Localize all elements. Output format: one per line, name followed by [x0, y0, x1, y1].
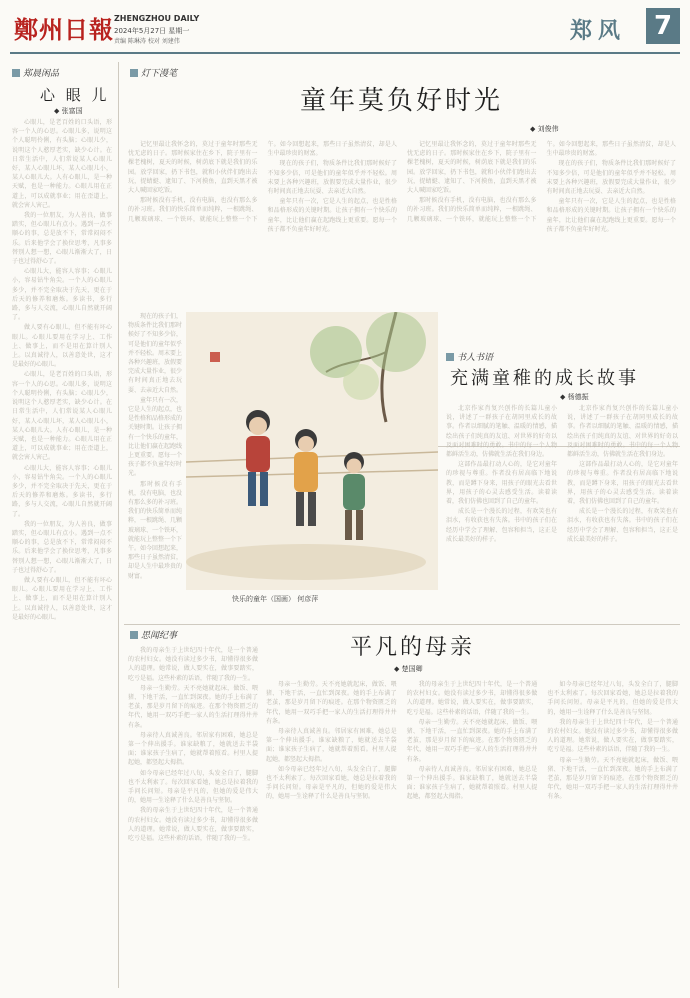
column-divider — [118, 62, 119, 988]
masthead — [10, 8, 680, 48]
paragraph: 母亲一生勤劳。天不亮她就起床，做饭、喂猪、下地干活，一直忙到深夜。她的手上布满了老茧，那是岁月留下的痕迹。在那个物资匮乏的年代，她用一双巧手把一家人的生活打理得井井有条。 — [406, 718, 538, 763]
paragraph: 母亲一生勤劳。天不亮她就起床，做饭、喂猪、下地干活，一直忙到深夜。她的手上布满了老茧，那是岁月留下的痕迹。在那个物资匮乏的年代，她用一双巧手把一家人的生活打理得井井有条。 — [128, 684, 258, 729]
mother-article-tag: 思闻纪事 — [130, 628, 177, 641]
left-column-title: 心 眼 儿 — [40, 86, 110, 104]
paragraph: 童年只有一次，它是人生的起点，也是性格和品格形成的关键时期。让孩子拥有一个快乐的童年，比让他们赢在起跑线上更重要。愿每一个孩子都不负童年好时光。 — [546, 198, 676, 233]
main-article-body — [128, 140, 676, 308]
paragraph: 那时候没有手机，没有电脑，也没有那么多的补习班。我们的快乐简单而纯粹，一根跳绳、几颗玻璃球、一个铁环，就能玩上整整一个下午。如今回想起来，那些日子虽然清贫，却是人生中最珍贵的财富。 — [128, 480, 182, 580]
paragraph: 我的母亲生于上世纪四十年代，是一个普通的农村妇女。她没有读过多少书，却懂得很多做人的道理。她常说，做人要实在，做事要踏实，吃亏是福。这些朴素的话语，伴随了我的一生。 — [547, 718, 678, 754]
illustration-caption: 快乐的童年（国画） 何彦萍 — [232, 595, 319, 603]
newspaper-logo: 鄭州日報 — [14, 15, 114, 44]
page-number: 7 — [646, 8, 680, 44]
paragraph: 现在的孩子们，物质条件比我们那时候好了不知多少倍，可是他们的童年似乎并不轻松。周末要上各种兴趣班，放假要完成大量作业，很少有时间真正地去玩耍、去亲近大自然。 — [128, 313, 182, 394]
masthead-rule — [10, 52, 680, 54]
paragraph: 那时候没有手机，没有电脑，也没有那么多的补习班。我们的快乐简单而纯粹，一根跳绳、几颗玻璃球、一个铁环，就能玩上整整一个下午。如今回想起来，那些日子虽然清贫，却是人生中最珍贵的财富。 — [128, 141, 397, 223]
paragraph: 母亲待人真诚善良。邻居家有困难，她总是第一个伸出援手。谁家缺粮了，她就送去半袋面；谁家孩子生病了，她就帮着照看。村里人提起她，都竖起大拇指。 — [266, 728, 397, 763]
section-title: 郑风 — [570, 19, 627, 44]
editors-line: 责编 陈琳涛 校对 刘建伟 — [114, 38, 180, 45]
paragraph: 母亲一生勤劳。天不亮她就起床，做饭、喂猪、下地干活，一直忙到深夜。她的手上布满了老茧，那是岁月留下的痕迹。在那个物资匮乏的年代，她用一双巧手把一家人的生活打理得井井有条。 — [547, 756, 678, 801]
main-article-tag: 灯下漫笔 — [130, 66, 177, 79]
paragraph: 我的母亲生于上世纪四十年代，是一个普通的农村妇女。她没有读过多少书，却懂得很多做人的道理。她常说，做人要实在，做事要踏实，吃亏是福。这些朴素的话语，伴随了我的一生。 — [128, 647, 258, 682]
paragraph: 这部作品最打动人心的，是它对童年的珍视与尊重。作者没有居高临下地说教，而是蹲下身来，用孩子的眼光去看世界，用孩子的心灵去感受生活。读着读着，我们仿佛也回到了自己的童年。 — [446, 461, 557, 506]
paragraph: 做人要有心眼儿，但不能有坏心眼儿。心眼儿要用在学习上、工作上、做事上，而不是用在算计别人上。以真诚待人，以善意处世，这才是最好的心眼儿。 — [12, 576, 112, 621]
paragraph: 心眼儿，是老百姓的口头语，形容一个人的心思。心眼儿多，说明这个人聪明伶俐，有头脑；心眼儿少，说明这个人憨厚老实，缺少心计。在日常生活中，人们常说某人心眼儿好，某人心眼儿坏，某人心眼儿小，某人心眼儿大。人有心眼儿，是一种天赋，也是一种能力。心眼儿用在正道上，可以成就事业；用在歪道上，就会害人害己。 — [12, 371, 112, 462]
paragraph: 如今母亲已经年过八旬，头发全白了，腿脚也不太利索了。每次回家看她，她总是拉着我的手问长问短。母亲是平凡的，但她的爱是伟大的，她用一生诠释了什么是善良与坚韧。 — [547, 681, 678, 716]
paragraph: 现在的孩子们，物质条件比我们那时候好了不知多少倍，可是他们的童年似乎并不轻松。周末要上各种兴趣班，放假要完成大量作业，很少有时间真正地去玩耍、去亲近大自然。 — [267, 160, 397, 196]
main-article-title: 童年莫负好时光 — [300, 86, 504, 116]
paragraph: 我的母亲生于上世纪四十年代，是一个普通的农村妇女。她没有读过多少书，却懂得很多做人的道理。她常说，做人要实在，做事要踏实，吃亏是福。这些朴素的话语，伴随了我的一生。 — [128, 807, 258, 843]
section-divider — [124, 624, 680, 625]
paragraph: 童年只有一次，它是人生的起点，也是性格和品格形成的关键时期。让孩子拥有一个快乐的童年，比让他们赢在起跑线上更重要。愿每一个孩子都不负童年好时光。 — [128, 396, 182, 478]
paragraph: 如今母亲已经年过八旬，头发全白了，腿脚也不太利索了。每次回家看她，她总是拉着我的手问长问短。母亲是平凡的，但她的爱是伟大的，她用一生诠释了什么是善良与坚韧。 — [128, 769, 258, 805]
paragraph: 心眼儿大，能容人容事；心眼儿小，容易钻牛角尖。一个人的心眼儿多少，并不完全取决于先天，更在于后天的修养和磨炼。多读书，多行路，多与人交流，心眼儿自然就开阔了。 — [12, 464, 112, 518]
paragraph: 心眼儿，是老百姓的口头语，形容一个人的心思。心眼儿多，说明这个人聪明伶俐，有头脑；心眼儿少，说明这个人憨厚老实，缺少心计。在日常生活中，人们常说某人心眼儿好，某人心眼儿坏，某人心眼儿小，某人心眼儿大。人有心眼儿，是一种天赋，也是一种能力。心眼儿用在正道上，可以成就事业；用在歪道上，就会害人害己。 — [12, 119, 112, 209]
left-column-author: ◆ 张富国 — [54, 107, 83, 115]
paragraph: 那时候没有手机，没有电脑，也没有那么多的补习班。我们的快乐简单而纯粹，一根跳绳、几颗玻璃球、一个铁环，就能玩上整整一个下午。如今回想起来，那些日子虽然清贫，却是人生中最珍贵的财富。 — [407, 141, 676, 223]
mother-article-title: 平凡的母亲 — [350, 635, 476, 660]
mother-article-body — [266, 680, 678, 986]
paragraph: 如今母亲已经年过八旬，头发全白了，腿脚也不太利索了。每次回家看她，她总是拉着我的手问长问短。母亲是平凡的，但她的爱是伟大的，她用一生诠释了什么是善良与坚韧。 — [266, 765, 397, 801]
illustration-painting — [186, 312, 438, 590]
book-article-title: 充满童稚的成长故事 — [450, 368, 639, 389]
book-article-tag: 书人书语 — [446, 350, 493, 363]
paragraph: 母亲一生勤劳。天不亮她就起床，做饭、喂猪、下地干活，一直忙到深夜。她的手上布满了老茧，那是岁月留下的痕迹。在那个物资匮乏的年代，她用一双巧手把一家人的生活打理得井井有条。 — [266, 681, 397, 725]
paragraph: 北京作家肖复兴创作的长篇儿童小说，讲述了一群孩子在胡同里成长的故事。作者以细腻的笔触、温暖的情感，描绘出孩子们纯真的友谊、对世界的好奇以及面对困难时的勇敢。书中的每一个人物都鲜活生动，仿佛就生活在我们身边。 — [446, 405, 557, 459]
book-article-body — [446, 404, 678, 618]
paragraph: 童年只有一次，它是人生的起点，也是性格和品格形成的关键时期。让孩子拥有一个快乐的童年，比让他们赢在起跑线上更重要。愿每一个孩子都不负童年好时光。 — [267, 198, 397, 233]
paragraph: 我的一位朋友，为人善良，做事踏实，但心眼儿有点小。遇到一点不顺心的事，总是放不下，常常闷闷不乐。后来他学会了换位思考，凡事多替别人想一想，心眼儿渐渐大了，日子也过得舒心了。 — [12, 212, 112, 266]
paragraph: 我的一位朋友，为人善良，做事踏实，但心眼儿有点小。遇到一点不顺心的事，总是放不下，常常闷闷不乐。后来他学会了换位思考，凡事多替别人想一想，心眼儿渐渐大了，日子也过得舒心了。 — [12, 520, 112, 574]
paragraph: 母亲待人真诚善良。邻居家有困难，她总是第一个伸出援手。谁家缺粮了，她就送去半袋面；谁家孩子生病了，她就帮着照看。村里人提起她，都竖起大拇指。 — [406, 765, 538, 801]
book-article-author: ◆ 杨德振 — [560, 393, 589, 401]
main-article-body-left — [128, 312, 182, 618]
issue-date: 2024年5月27日 星期一 — [114, 27, 190, 35]
left-column-tag: 郑晨闲品 — [12, 66, 59, 79]
paragraph: 现在的孩子们，物质条件比我们那时候好了不知多少倍，可是他们的童年似乎并不轻松。周末要上各种兴趣班，放假要完成大量作业，很少有时间真正地去玩耍、去亲近大自然。 — [546, 160, 676, 196]
paragraph: 母亲待人真诚善良。邻居家有困难，她总是第一个伸出援手。谁家缺粮了，她就送去半袋面；谁家孩子生病了，她就帮着照看。村里人提起她，都竖起大拇指。 — [128, 731, 258, 767]
mother-article-body-left — [128, 646, 258, 986]
children-painting-icon — [186, 312, 438, 590]
paragraph: 做人要有心眼儿，但不能有坏心眼儿。心眼儿要用在学习上、工作上、做事上，而不是用在算计别人上。以真诚待人，以善意处世，这才是最好的心眼儿。 — [12, 324, 112, 369]
paragraph: 北京作家肖复兴创作的长篇儿童小说，讲述了一群孩子在胡同里成长的故事。作者以细腻的笔触、温暖的情感，描绘出孩子们纯真的友谊、对世界的好奇以及面对困难时的勇敢。书中的每一个人物都鲜活生动，仿佛就生活在我们身边。 — [567, 405, 678, 459]
paper-english-name: ZHENGZHOU DAILY — [114, 14, 200, 23]
left-column-body — [12, 118, 112, 986]
paragraph: 我的母亲生于上世纪四十年代，是一个普通的农村妇女。她没有读过多少书，却懂得很多做人的道理。她常说，做人要实在，做事要踏实，吃亏是福。这些朴素的话语，伴随了我的一生。 — [406, 681, 538, 716]
paragraph: 心眼儿大，能容人容事；心眼儿小，容易钻牛角尖。一个人的心眼儿多少，并不完全取决于先天，更在于后天的修养和磨炼。多读书，多行路，多与人交流，心眼儿自然就开阔了。 — [12, 268, 112, 322]
paragraph: 记忆里最让我怀念的，莫过于童年时那些无忧无虑的日子。那时候家住在乡下，院子里有一棵老槐树，夏天的时候，树荫底下就是我们的乐园。放学回家，扔下书包，就和小伙伴们跑出去玩，捉蜻蜓、逮知了、下河摸鱼，直到天黑才被大人喊回家吃饭。 — [407, 141, 537, 195]
paragraph: 成长是一个漫长的过程，有欢笑也有泪水，有收获也有失落。书中的孩子们在经历中学会了理解、包容和担当，这正是成长最美好的样子。 — [446, 508, 557, 543]
mother-article-author: ◆ 楚国卿 — [394, 665, 423, 673]
paragraph: 这部作品最打动人心的，是它对童年的珍视与尊重。作者没有居高临下地说教，而是蹲下身来，用孩子的眼光去看世界，用孩子的心灵去感受生活。读着读着，我们仿佛也回到了自己的童年。 — [567, 461, 678, 506]
paragraph: 记忆里最让我怀念的，莫过于童年时那些无忧无虑的日子。那时候家住在乡下，院子里有一棵老槐树，夏天的时候，树荫底下就是我们的乐园。放学回家，扔下书包，就和小伙伴们跑出去玩，捉蜻蜓、逮知了、下河摸鱼，直到天黑才被大人喊回家吃饭。 — [128, 141, 258, 195]
paragraph: 成长是一个漫长的过程，有欢笑也有泪水，有收获也有失落。书中的孩子们在经历中学会了理解、包容和担当，这正是成长最美好的样子。 — [567, 508, 678, 543]
main-article-author: ◆ 刘俊伟 — [530, 125, 559, 133]
